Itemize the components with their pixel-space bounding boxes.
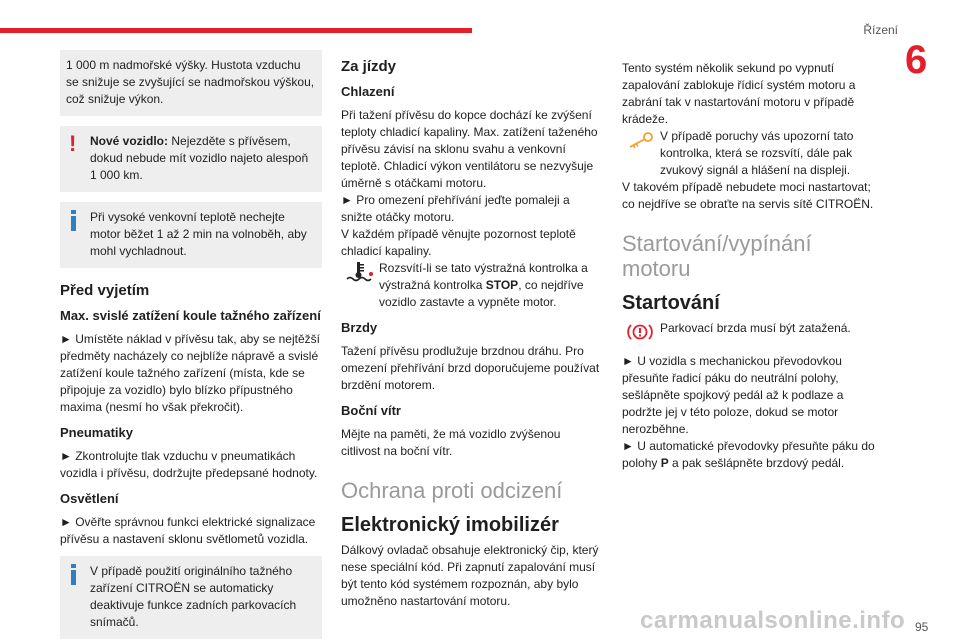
info-icon: [71, 564, 79, 586]
info-box-temperature: [60, 202, 322, 268]
paragraph-immobiliser: Dálkový ovladač obsahuje elektronický čip, který nese speciální kód. Při zapnutí zapalování musí být tento kód systémem rozpoznán, aby bylo umožněno nastartování motoru.: [341, 543, 599, 608]
note-text: 1 000 m nadmořské výšky. Hustota vzduchu se snižuje se zvyšující se nadmořskou výškou, což snižuje výkon.: [66, 58, 315, 106]
paragraph-tyres: ► Zkontrolujte tlak vzduchu v pneumatikách vozidla i přívěsu, dodržujte předepsané hodnoty.: [60, 449, 318, 480]
fault-text: V případě poruchy vás upozorní tato kontrolka, která se rozsvítí, dále pak zvukový signál a hlášení na displeji.: [660, 129, 854, 177]
heading-immobiliser: Elektronický imobilizér: [341, 514, 559, 536]
coolant-temp-icon: [345, 261, 373, 283]
header-accent-bar: [0, 28, 472, 33]
column-3: [622, 60, 884, 480]
warning-text: Nejezděte s přívěsem, dokud nebude mít vozidlo najeto alespoň 1 000 km.: [90, 134, 309, 182]
heading-lights: Osvětlení: [60, 491, 119, 506]
exclamation-icon: !: [69, 131, 77, 156]
gear-p-label: P: [660, 456, 669, 470]
paragraph-fault: [622, 128, 884, 179]
heading-before-departure: Před vyjetím: [60, 282, 150, 299]
auto-text-a: ► U automatické převodovky přesuňte páku do polohy: [622, 439, 875, 470]
heading-starting: Startování: [622, 292, 720, 314]
parking-brake-text: Parkovací brzda musí být zatažená.: [660, 321, 851, 335]
heading-tyres: Pneumatiky: [60, 425, 133, 440]
paragraph-fault-note: V takovém případě nebudete moci nastartovat; co nejdříve se obraťte na servis sítě CITROËN.: [622, 180, 874, 211]
info-text: V případě použití originálního tažného zařízení CITROËN se automaticky deaktivuje funkce zadních parkovacích snímačů.: [90, 564, 297, 629]
heading-crosswind: Boční vítr: [341, 403, 401, 418]
paragraph-brakes: Tažení přívěsu prodlužuje brzdnou dráhu. Pro omezení přehřívání brzd doporučujeme používat brzdění motorem.: [341, 344, 600, 392]
section-title: Řízení: [863, 23, 898, 37]
paragraph-cooling-note: V každém případě věnujte pozornost teplotě chladicí kapaliny.: [341, 227, 576, 258]
watermark: carmanualsonline.info: [640, 607, 906, 634]
info-text: Při vysoké venkovní teplotě nechejte motor běžet 1 až 2 min na volnoběh, aby mohl vychladnout.: [90, 210, 307, 258]
paragraph-hitch-load: ► Umístěte náklad v přívěsu tak, aby se nejtěžší předměty nacházely co nejblíže nápravě a svislé zatížení koule tažného zařízení (místa, kde se připojuje za vozidlo) bylo blízko přípustného maxima (nesmí ho však překročit).: [60, 332, 320, 414]
heading-cooling: Chlazení: [341, 84, 395, 99]
heading-while-driving: Za jízdy: [341, 58, 397, 75]
paragraph-cooling: Při tažení přívěsu do kopce dochází ke zvýšení teploty chladicí kapaliny. Max. zatížení taženého přívěsu závisí na sklonu svahu a venkovní teplotě. Chladicí výkon ventilátoru se nezvyšuje úměrně s otáčkami motoru.: [341, 108, 598, 190]
paragraph-lights: ► Ověřte správnou funkci elektrické signalizace přívěsu a nastavení sklonu světlometů vozidla.: [60, 515, 316, 546]
page-number: 95: [915, 620, 929, 634]
chapter-number: 6: [905, 38, 928, 82]
warning-bold: Nové vozidlo:: [90, 134, 169, 148]
stop-label: STOP: [485, 278, 519, 292]
paragraph-automatic-gearbox: [622, 438, 884, 472]
paragraph-manual-gearbox: ► U vozidla s mechanickou převodovkou přesuňte řadicí páku do neutrální polohy, sešlápněte spojkový pedál až k podlaze a podržte jej v této poloze, dokud se motor nerozběhne.: [622, 354, 844, 436]
brake-warning-icon: [626, 321, 654, 343]
heading-start-stop: Startování/vypínání motoru: [622, 231, 812, 281]
note-box-altitude: [60, 50, 322, 116]
column-1: [60, 50, 322, 640]
warning-text-b: , co nejdříve vozidlo zastavte a vypněte motor.: [379, 278, 584, 309]
info-box-parking-sensors: [60, 556, 322, 639]
paragraph-coolant-warning: [341, 260, 603, 311]
auto-text-b: a pak sešlápněte brzdový pedál.: [668, 456, 845, 470]
column-2: [341, 50, 603, 618]
heading-brakes: Brzdy: [341, 320, 378, 335]
heading-anti-theft: Ochrana proti odcizení: [341, 478, 563, 503]
paragraph-crosswind: Mějte na paměti, že má vozidlo zvýšenou citlivost na boční vítr.: [341, 427, 561, 458]
paragraph-parking-brake: [622, 320, 884, 337]
warning-text-a: Rozsvítí-li se tato výstražná kontrolka a výstražná kontrolka: [379, 261, 588, 292]
info-icon: [71, 210, 79, 232]
heading-hitch-load: Max. svislé zatížení koule tažného zařízení: [60, 308, 321, 323]
warning-box-new-vehicle: [60, 126, 322, 192]
key-warning-icon: [626, 129, 654, 151]
paragraph-system: Tento systém několik sekund po vypnutí zapalování zablokuje řídicí systém motoru a zabrání tak v nastartování motoru v případě krádeže.: [622, 61, 856, 126]
paragraph-cooling-tip: ► Pro omezení přehřívání jeďte pomaleji a snižte otáčky motoru.: [341, 193, 570, 224]
